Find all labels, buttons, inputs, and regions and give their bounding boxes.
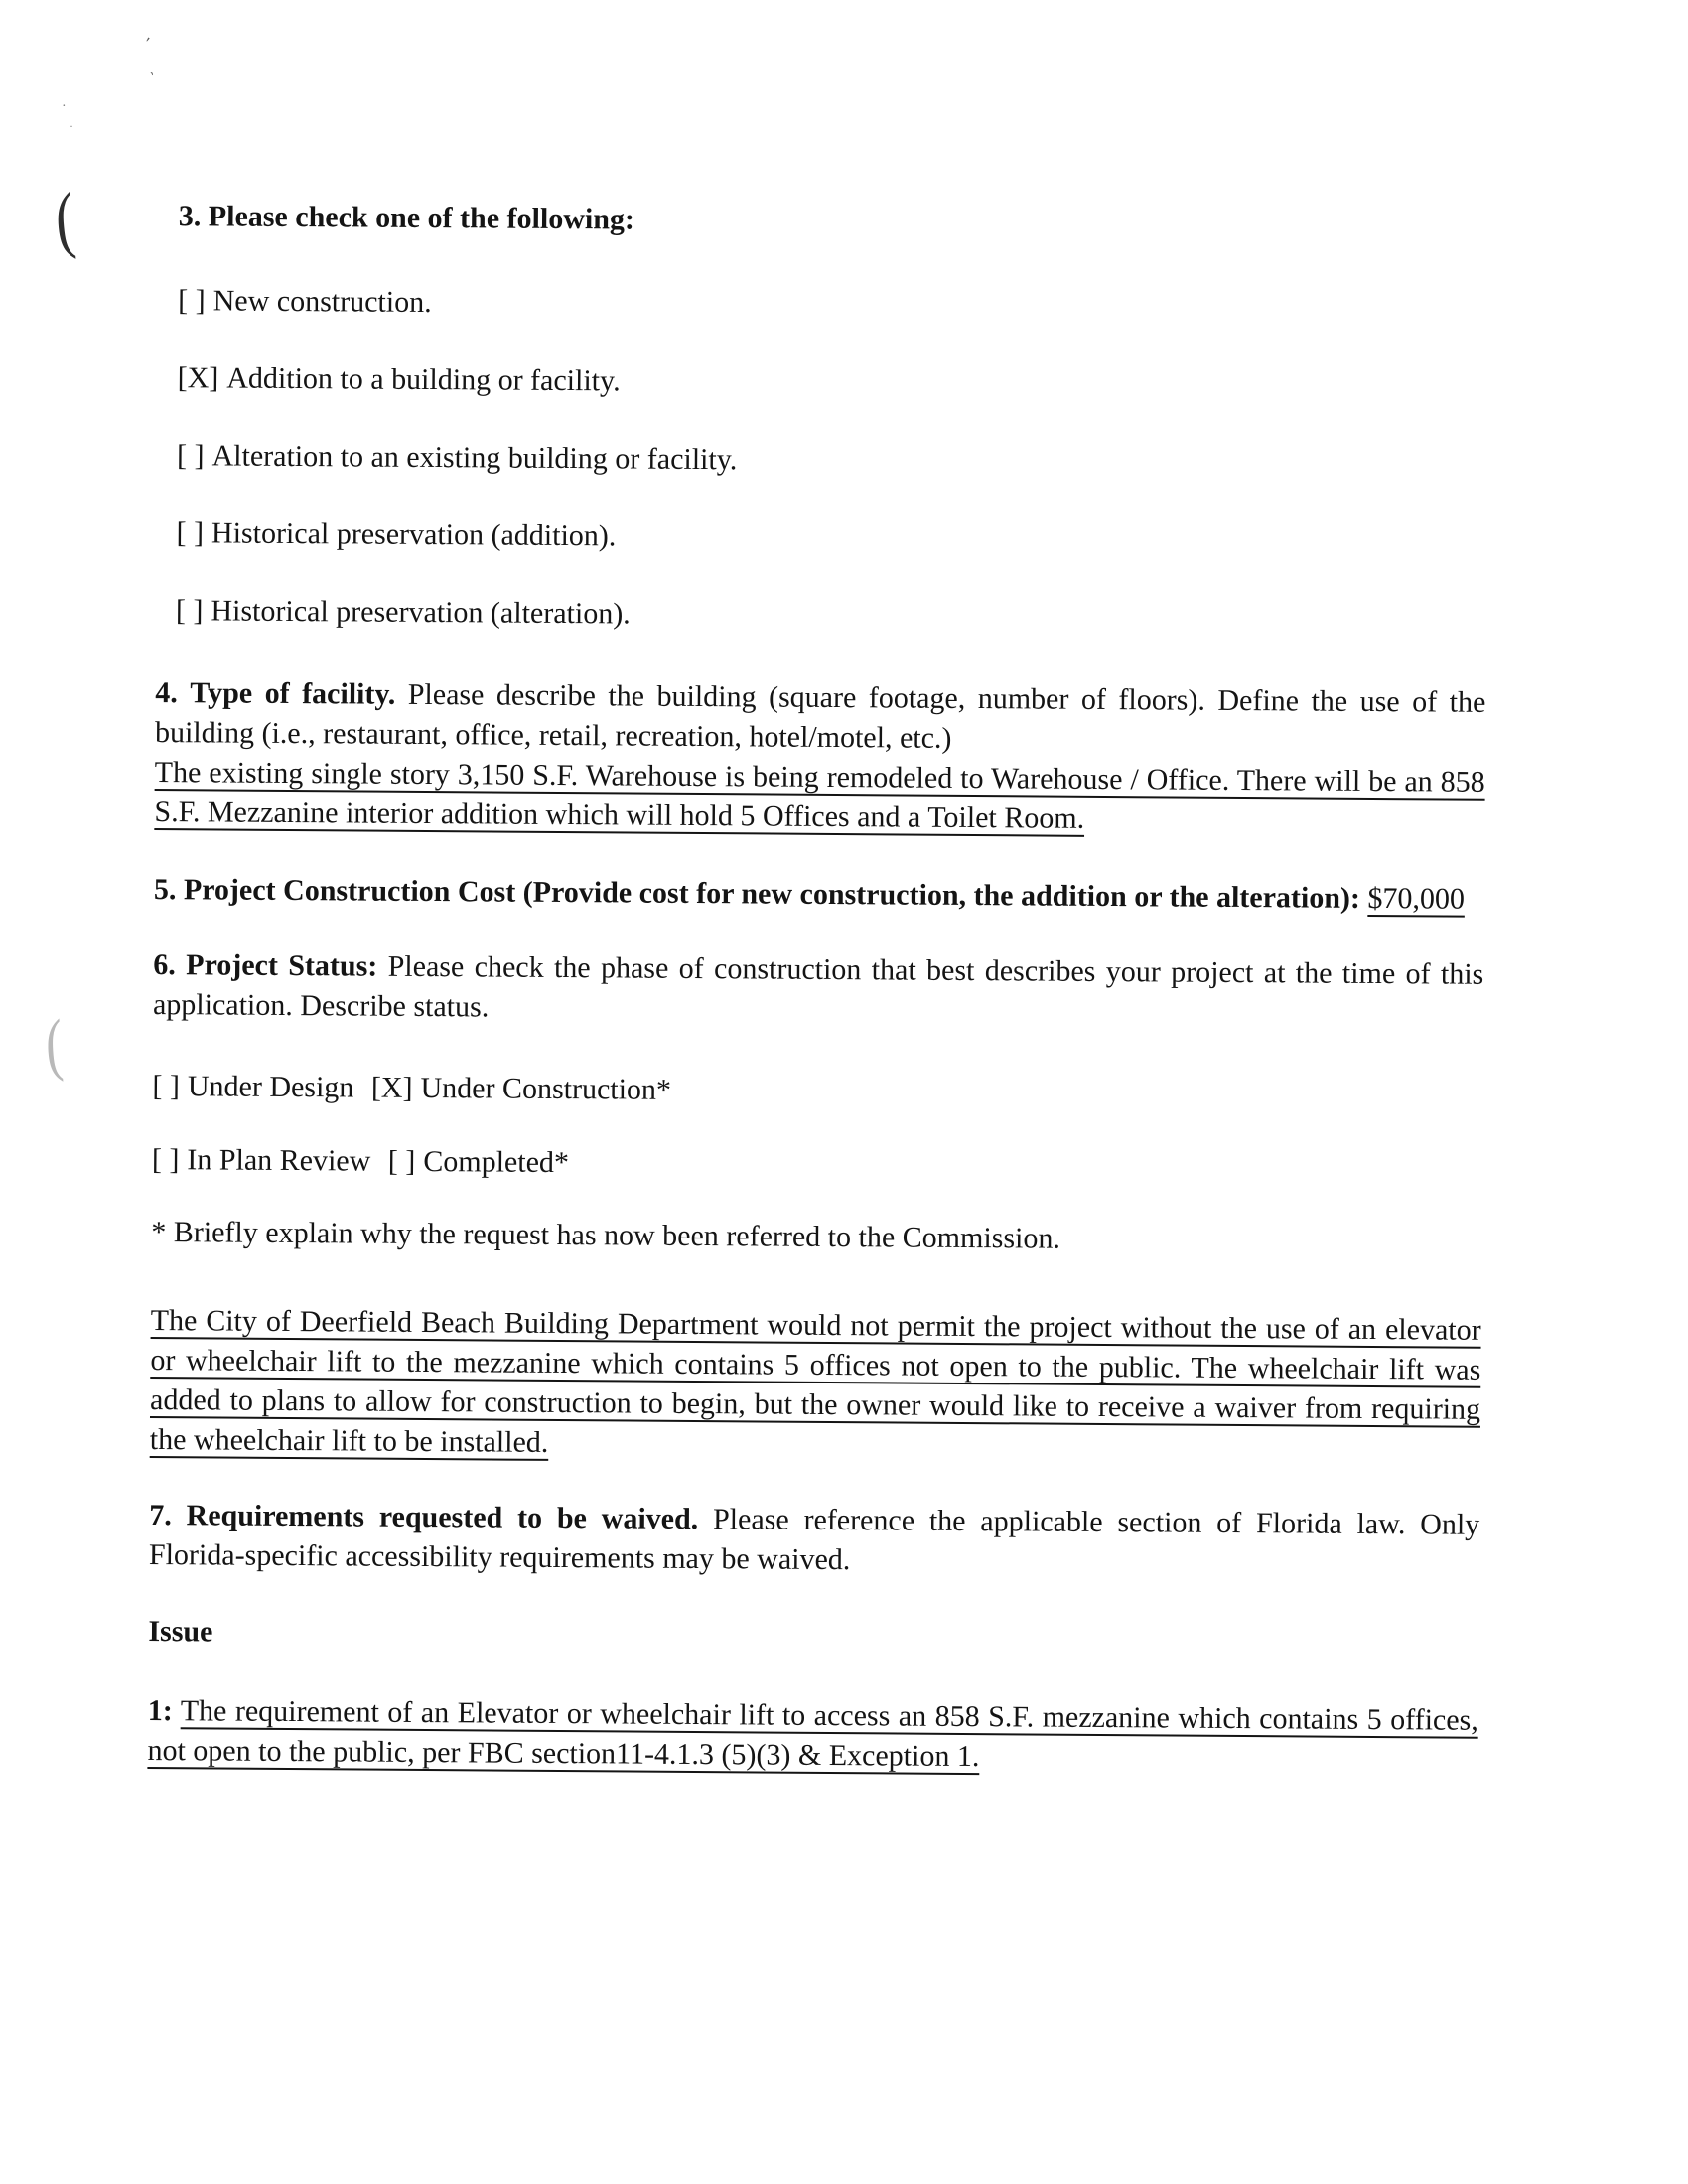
checkbox-new-construction: [ ] — [178, 284, 206, 318]
issue-1-number: 1: — [147, 1693, 173, 1728]
status-in-plan-review — [152, 1143, 378, 1178]
checkbox-option-new-construction — [178, 281, 1488, 331]
status-row-design-construction — [152, 1067, 1482, 1116]
section-4-number: 4. — [155, 675, 178, 710]
section-6-prompt-line — [153, 946, 1484, 1035]
status-row-review-completed — [152, 1140, 1482, 1190]
status-under-design — [152, 1070, 361, 1104]
checkbox-label-addition: Addition to a building or facility. — [226, 362, 621, 398]
status-under-construction — [371, 1072, 671, 1106]
section-4-prompt: Please describe the building (square footage, number of floors). Define the use of the building (i.e., restaurant, office, retail, recreation, hotel/motel, etc.) — [154, 677, 1486, 755]
issue-label: Issue — [148, 1614, 213, 1649]
scan-speck: ' — [148, 68, 159, 86]
checkbox-under-construction: [X] — [370, 1071, 413, 1104]
checkbox-addition: [X] — [177, 362, 219, 395]
scan-artifact-parenthesis-faint: ( — [43, 1003, 66, 1085]
section-4-prompt-line — [155, 673, 1486, 763]
section-3-number: 3. — [178, 200, 202, 233]
checkbox-under-design: [ ] — [152, 1069, 181, 1103]
checkbox-label-under-construction: Under Construction* — [420, 1071, 672, 1106]
issue-1-line — [147, 1691, 1478, 1781]
checkbox-label-in-plan-review: In Plan Review — [187, 1143, 371, 1178]
section-6-footnote: * Briefly explain why the request has now been referred to the Commission. — [151, 1215, 1061, 1255]
section-5-heading: Project Construction Cost (Provide cost for new construction, the addition or the alteration): — [183, 873, 1361, 915]
checkbox-historical-alteration: [ ] — [175, 594, 204, 628]
section-6-heading: Project Status: — [186, 948, 378, 983]
section-7-number: 7. — [149, 1498, 172, 1532]
issue-1-text: The requirement of an Elevator or wheelchair lift to access an 858 S.F. mezzanine which contains 5 offices, not open to the public, per FBC section11-4.1.3 (5)(3) & Exception 1. — [147, 1694, 1478, 1774]
section-7-heading: Requirements requested to be waived. — [186, 1499, 699, 1536]
section-5-answer: $70,000 — [1367, 881, 1466, 916]
section-7 — [147, 1496, 1479, 1781]
checkbox-option-alteration — [177, 436, 1487, 486]
checkbox-option-historical-addition — [176, 513, 1486, 563]
scan-speck: · — [62, 99, 67, 114]
section-3-heading: Please check one of the following: — [208, 200, 635, 236]
section-5-number: 5. — [153, 872, 177, 907]
section-4 — [154, 673, 1485, 842]
section-4-heading: Type of facility. — [190, 676, 396, 711]
checkbox-label-alteration: Alteration to an existing building or facility. — [211, 439, 738, 477]
section-6-number: 6. — [153, 947, 176, 982]
checkbox-alteration: [ ] — [176, 439, 205, 473]
section-4-answer: The existing single story 3,150 S.F. Warehouse is being remodeled to Warehouse / Office. There will be an 858 S.F. Mezzanine interior addition which will hold 5 Offices and a Toilet Room. — [154, 755, 1485, 835]
scan-speck: ' — [139, 33, 153, 52]
checkbox-option-historical-alteration — [176, 591, 1486, 641]
status-completed — [388, 1145, 569, 1179]
checkbox-label-new-construction: New construction. — [212, 284, 432, 320]
section-5 — [154, 870, 1484, 920]
checkbox-label-under-design: Under Design — [187, 1070, 354, 1104]
section-6-explanation: The City of Deerfield Beach Building Department would not permit the project without the use of an elevator or wheelchair lift to the mezzanine which contains 5 offices not open to the public. The wheelchair lift was added to plans to allow for construction to begin, but the owner would like to receive a waiver from requiring the wheelchair lift to be installed. — [149, 1303, 1481, 1459]
checkbox-option-addition — [178, 359, 1488, 408]
section-3 — [176, 197, 1489, 641]
scan-artifact-parenthesis: ( — [52, 177, 78, 264]
checkbox-label-completed: Completed* — [423, 1144, 570, 1180]
scan-speck: · — [70, 119, 73, 133]
section-6 — [150, 946, 1484, 1470]
checkbox-label-historical-addition: Historical preservation (addition). — [211, 516, 617, 553]
section-7-prompt: Please reference the applicable section of Florida law. Only Florida-specific accessibility requirements may be waived. — [148, 1503, 1480, 1577]
checkbox-in-plan-review: [ ] — [151, 1142, 180, 1177]
section-6-prompt: Please check the phase of construction that best describes your project at the time of this application. Describe status. — [152, 949, 1484, 1024]
checkbox-historical-addition: [ ] — [176, 516, 205, 550]
section-7-prompt-line — [149, 1496, 1480, 1585]
checkbox-completed: [ ] — [387, 1144, 416, 1178]
checkbox-label-historical-alteration: Historical preservation (alteration). — [211, 594, 631, 631]
section-3-heading-line — [179, 197, 1489, 246]
document-content — [147, 197, 1489, 1781]
section-5-line — [154, 870, 1484, 920]
